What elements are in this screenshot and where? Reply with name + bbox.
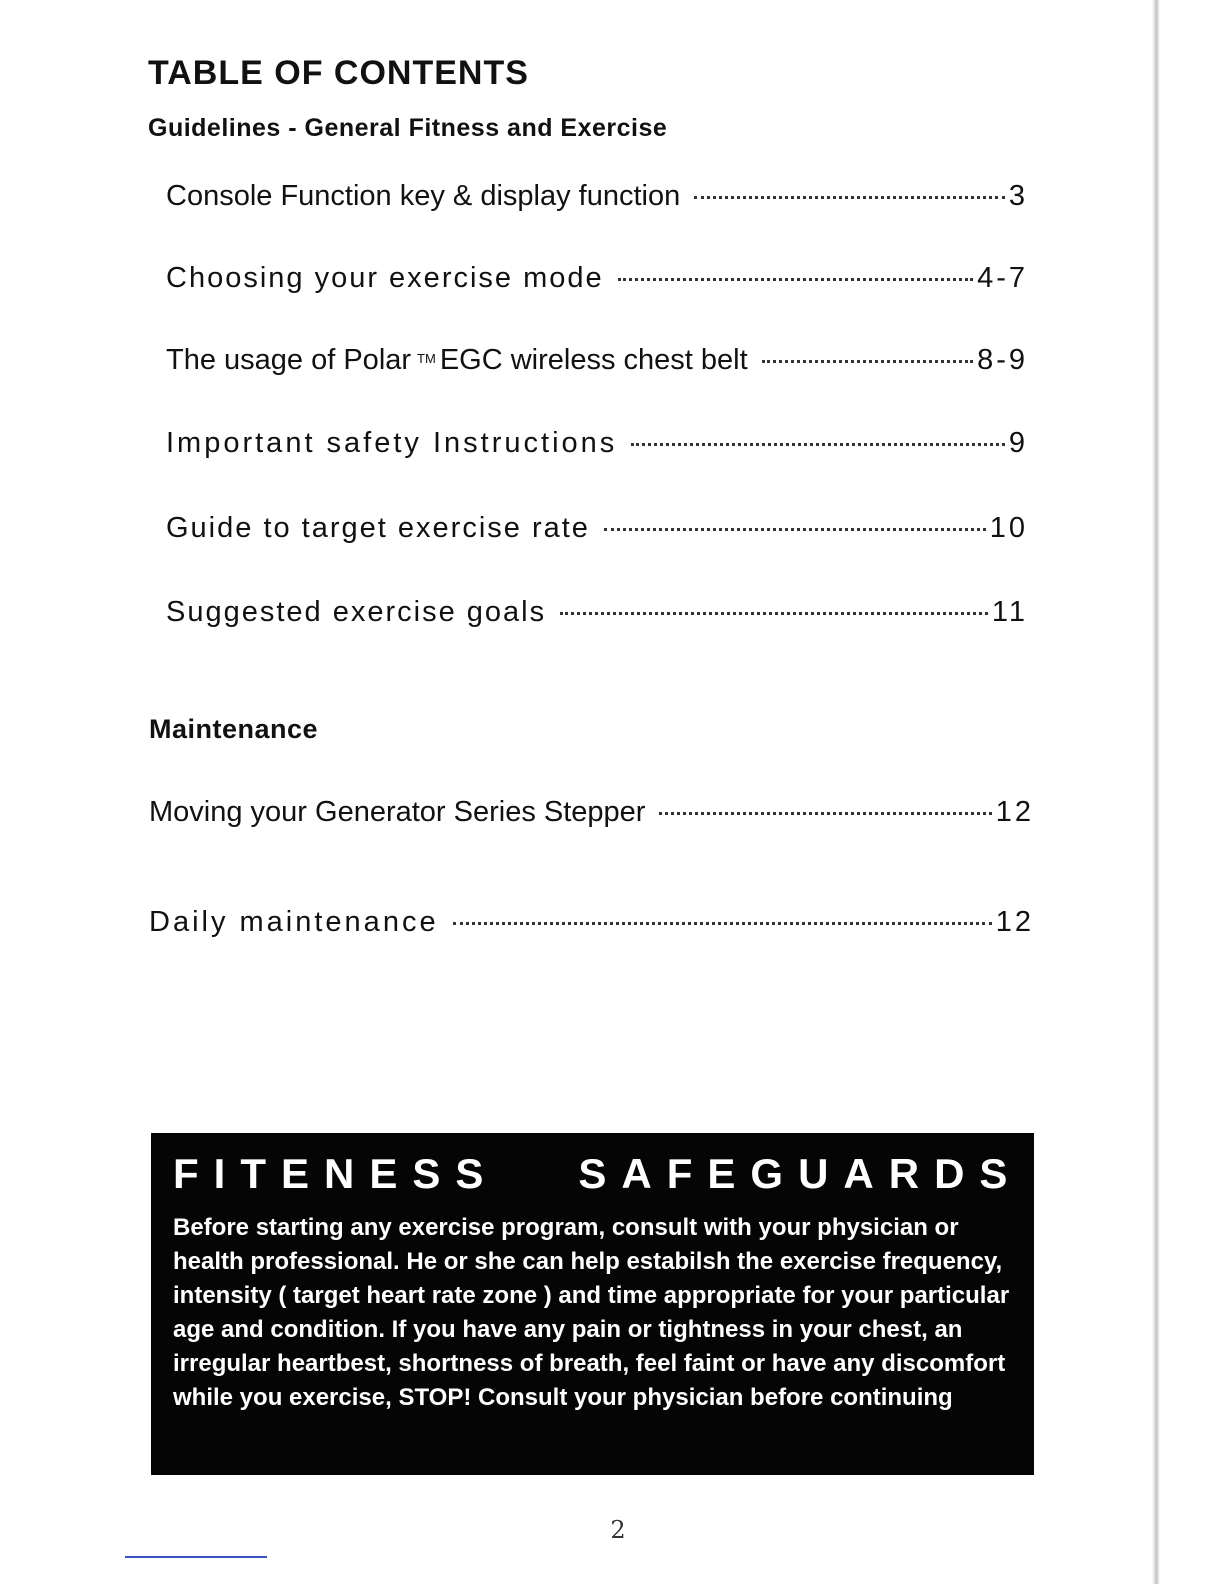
toc-entry-page: 4-7 xyxy=(977,262,1028,294)
toc-entry-console-function[interactable] xyxy=(166,180,1028,213)
toc-entry-label-start: The usage of Polar xyxy=(166,344,412,376)
page-number: 2 xyxy=(610,1516,626,1544)
dot-leader xyxy=(659,812,991,815)
dot-leader xyxy=(631,443,1005,446)
toc-entry-label: Moving your Generator Series Stepper xyxy=(149,796,646,828)
toc-entry-polar-chest-belt[interactable] xyxy=(166,344,1028,377)
toc-entry-page: 9 xyxy=(1008,427,1028,459)
safeguards-heading-word-1: FITENESS xyxy=(173,1150,499,1197)
maintenance-heading: Maintenance xyxy=(149,714,319,744)
toc-entry-label xyxy=(166,344,762,377)
dot-leader xyxy=(762,360,973,363)
toc-entry-label-end: EGC wireless chest belt xyxy=(439,344,748,376)
footer-rule xyxy=(125,1556,267,1558)
page-binding-edge xyxy=(1152,0,1160,1584)
toc-entry-safety-instructions[interactable] xyxy=(166,427,1028,460)
toc-entry-label: Choosing your exercise mode xyxy=(166,262,604,294)
toc-entry-label: Important safety Instructions xyxy=(166,427,618,459)
toc-entry-exercise-mode[interactable] xyxy=(166,262,1028,295)
toc-entry-page: 8-9 xyxy=(977,344,1028,376)
toc-entry-page: 10 xyxy=(989,512,1028,544)
safeguards-heading xyxy=(173,1150,1023,1197)
toc-entry-page: 12 xyxy=(995,906,1034,938)
toc-entry-page: 3 xyxy=(1008,180,1028,212)
page-title: TABLE OF CONTENTS xyxy=(148,54,529,92)
toc-entry-daily-maintenance[interactable] xyxy=(149,906,1034,939)
dot-leader xyxy=(618,278,973,281)
dot-leader xyxy=(560,612,988,615)
safeguards-heading-word-2: SAFEGUARDS xyxy=(578,1150,1023,1197)
fitness-safeguards-box xyxy=(151,1133,1034,1475)
trademark-mark: TM xyxy=(417,351,436,366)
toc-entry-moving-stepper[interactable] xyxy=(149,796,1034,829)
toc-entry-label: Daily maintenance xyxy=(149,906,439,938)
dot-leader xyxy=(694,196,1005,199)
toc-entry-label: Console Function key & display function xyxy=(166,180,681,212)
toc-entry-label: Guide to target exercise rate xyxy=(166,512,590,544)
dot-leader xyxy=(604,528,986,531)
safeguards-body: Before starting any exercise program, consult with your physician or health professional. He or she can help estabilsh the exercise frequency, intensity ( target heart rate zone ) and time appropriate for your particular age and condition. If you have any pain or tightness in your chest, an irregular heartbest, shortness of breath, feel faint or have any discomfort while you exercise, STOP! Consult your physician before continuing xyxy=(173,1214,1010,1412)
toc-entry-exercise-goals[interactable] xyxy=(166,596,1028,629)
toc-entry-page: 11 xyxy=(991,596,1028,628)
dot-leader xyxy=(453,922,992,925)
guidelines-heading: Guidelines - General Fitness and Exercise xyxy=(148,114,668,142)
toc-entry-page: 12 xyxy=(995,796,1034,828)
toc-entry-target-exercise-rate[interactable] xyxy=(166,512,1028,545)
toc-entry-label: Suggested exercise goals xyxy=(166,596,547,628)
